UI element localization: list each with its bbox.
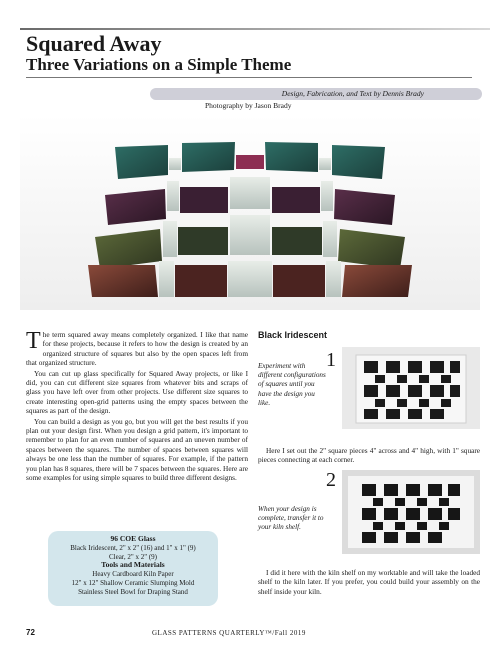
title-rule [20, 28, 490, 30]
hero-photo [20, 115, 480, 310]
step2-text: I did it here with the kiln shelf on my worktable and will take the loaded shelf to the kiln later. If you prefer, you could build your assembly on the shelf inside your kiln. [258, 568, 480, 596]
glass-line-2: Clear, 2" x 2" (9) [108, 552, 157, 561]
tools-line-3: Stainless Steel Bowl for Draping Stand [78, 587, 188, 596]
tools-line-2: 12" x 12" Shallow Ceramic Slumping Mold [71, 578, 195, 587]
step1-number: 1 [326, 349, 336, 371]
step2-caption: When your design is complete, transfer it to your kiln shelf. [258, 505, 324, 532]
subtitle-rule [26, 77, 472, 78]
step1-text: Here I set out the 2" square pieces 4" across and 4" high, with 1" square pieces connecting at each corner. [258, 446, 480, 465]
tools-line-1: Heavy Cardboard Kiln Paper [92, 570, 174, 579]
intro-text [26, 330, 248, 484]
tools-heading: Tools and Materials [101, 560, 165, 570]
glass-heading: 96 COE Glass [110, 534, 156, 543]
article-title: Squared Away [26, 31, 162, 56]
glass-bowl-image [20, 115, 480, 310]
step1-caption: Experiment with different configurations of squares until you have the design you like. [258, 362, 326, 407]
step2-photo [342, 470, 480, 554]
materials-box [48, 531, 218, 606]
magazine-footer: GLASS PATTERNS QUARTERLY™/Fall 2019 [152, 629, 306, 637]
article-subtitle: Three Variations on a Simple Theme [26, 55, 292, 74]
grid-layout-image-1 [342, 347, 480, 429]
glass-line-1: Black Iridescent, 2" x 2" (16) and 1" x 1" (9) [70, 543, 196, 552]
section-heading: Black Iridescent [258, 330, 328, 340]
step2-number: 2 [326, 469, 336, 491]
step1-photo [342, 347, 480, 429]
drop-cap: T [26, 328, 41, 354]
intro-paragraph-2: You can cut up glass specifically for Squared Away projects, or like I did, you can cut different size squares from whatever bits and scraps of glass you have left over from other projects. Use different size squares to create interesting open-grid patterns using the empty spaces between the squares as part of the design. [26, 368, 248, 416]
photo-credit: Photography by Jason Brady [205, 101, 292, 110]
author-credit: Design, Fabrication, and Text by Dennis Brady [150, 88, 482, 100]
grid-layout-image-2 [342, 470, 480, 554]
page-number: 72 [26, 628, 35, 637]
intro-paragraph-3: You can build a design as you go, but you will get the best results if you plan out your design first. When you design a grid pattern, it's important to remember to plan for an even number of squares and an uneven number of spaces between the squares. The number of spaces between squares will always be one less than the number of squares. For example, if the pattern you plan has 8 squares, there will be 7 spaces between the squares. Here are some examples for using simple squares to build three different designs. [26, 416, 248, 483]
intro-paragraph-1: The term squared away means completely organized. I like that name for these projects, because it refers to how the design is created by an organized structure of squares but also by the open spaces left from that organized structure. [26, 328, 248, 368]
